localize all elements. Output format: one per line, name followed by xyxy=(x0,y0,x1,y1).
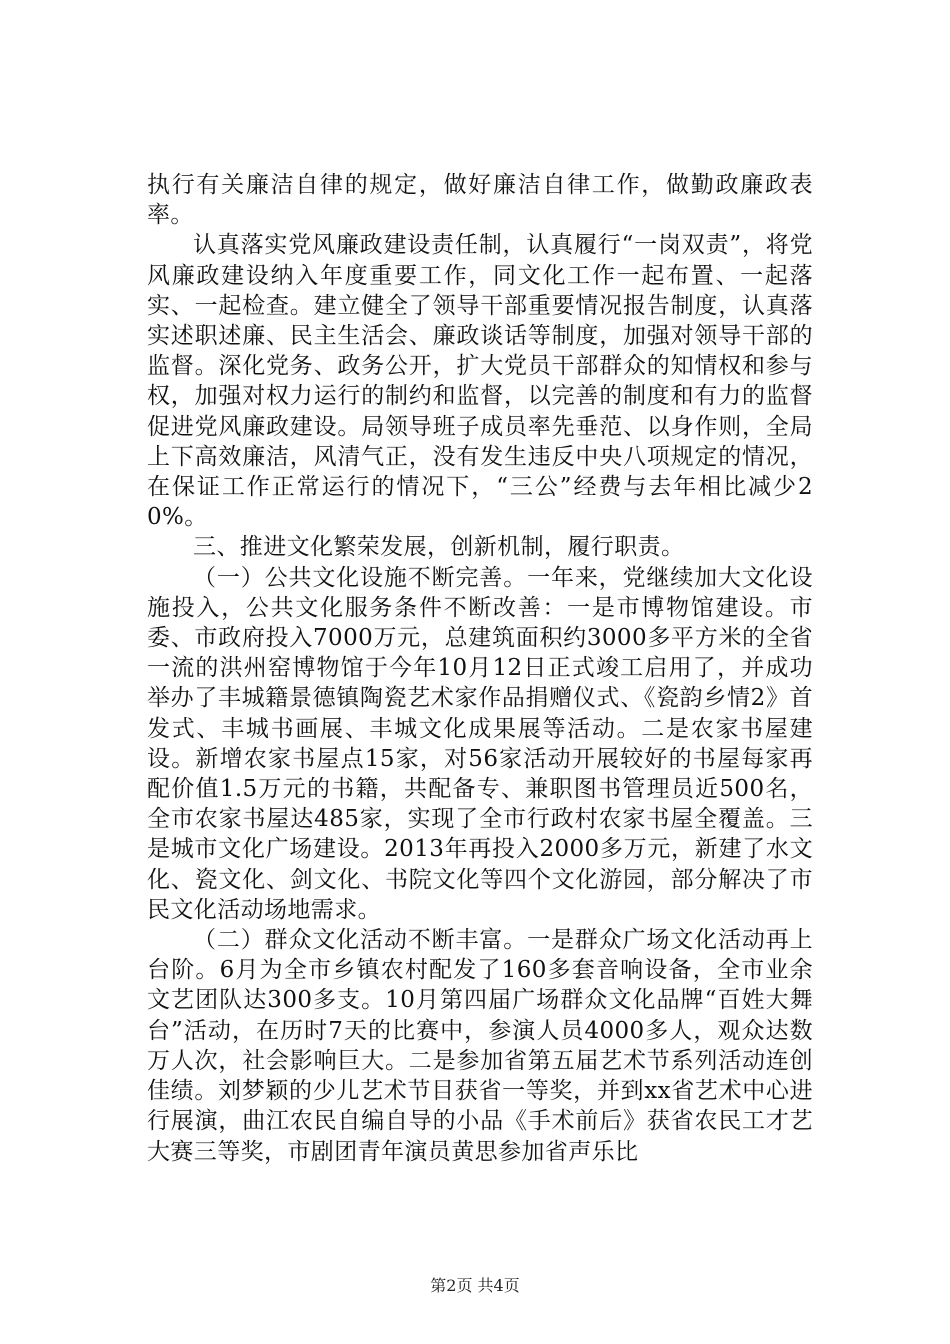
section-heading-three: 三、推进文化繁荣发展，创新机制，履行职责。 xyxy=(193,534,685,561)
document-body xyxy=(147,170,813,1167)
page-footer: 第2页 共4页 xyxy=(430,1276,520,1295)
paragraph-public-facilities: （一）公共文化设施不断完善。一年来，党继续加大文化设施投入，公共文化服务条件不断改善：一是市博物馆建设。市委、市政府投入7000万元，总建筑面积约3000多平方米的全省一流的洪州窑博物馆于今年10月12日正式竣工启用了，并成功举办了丰城籍景德镇陶瓷艺术家作品捐赠仪式、《瓷韵乡情2》首发式、丰城书画展、丰城文化成果展等活动。二是农家书屋建设。新增农家书屋点15家，对56家活动开展较好的书屋每家再配价值1.5万元的书籍，共配备专、兼职图书管理员近500名，全市农家书屋达485家，实现了全市行政村农家书屋全覆盖。三是城市文化广场建设。2013年再投入2000多万元，新建了水文化、瓷文化、剑文化、书院文化等四个文化游园，部分解决了市民文化活动场地需求。 xyxy=(147,564,813,923)
paragraph-party-conduct: 认真落实党风廉政建设责任制，认真履行“一岗双责”，将党风廉政建设纳入年度重要工作，同文化工作一起布置、一起落实、一起检查。建立健全了领导干部重要情况报告制度，认真落实述职述廉、民主生活会、廉政谈话等制度，加强对领导干部的监督。深化党务、政务公开，扩大党员干部群众的知情权和参与权，加强对权力运行的制约和监督，以完善的制度和有力的监督促进党风廉政建设。局领导班子成员率先垂范、以身作则，全局上下高效廉洁，风清气正，没有发生违反中央八项规定的情况，在保证工作正常运行的情况下，“三公”经费与去年相比减少20%。 xyxy=(147,232,813,531)
paragraph-continuation: 执行有关廉洁自律的规定，做好廉洁自律工作，做勤政廉政表率。 xyxy=(147,172,813,229)
paragraph-mass-culture: （二）群众文化活动不断丰富。一是群众广场文化活动再上台阶。6月为全市乡镇农村配发了160多套音响设备，全市业余文艺团队达300多支。10月第四届广场群众文化品牌“百姓大舞台”活动，在历时7天的比赛中，参演人员4000多人，观众达数万人次，社会影响巨大。二是参加省第五届艺术节系列活动连创佳绩。刘梦颖的少儿艺术节目获省一等奖，并到xx省艺术中心进行展演，曲江农民自编自导的小品《手术前后》获省农民工才艺大赛三等奖，市剧团青年演员黄思参加省声乐比 xyxy=(147,927,813,1165)
